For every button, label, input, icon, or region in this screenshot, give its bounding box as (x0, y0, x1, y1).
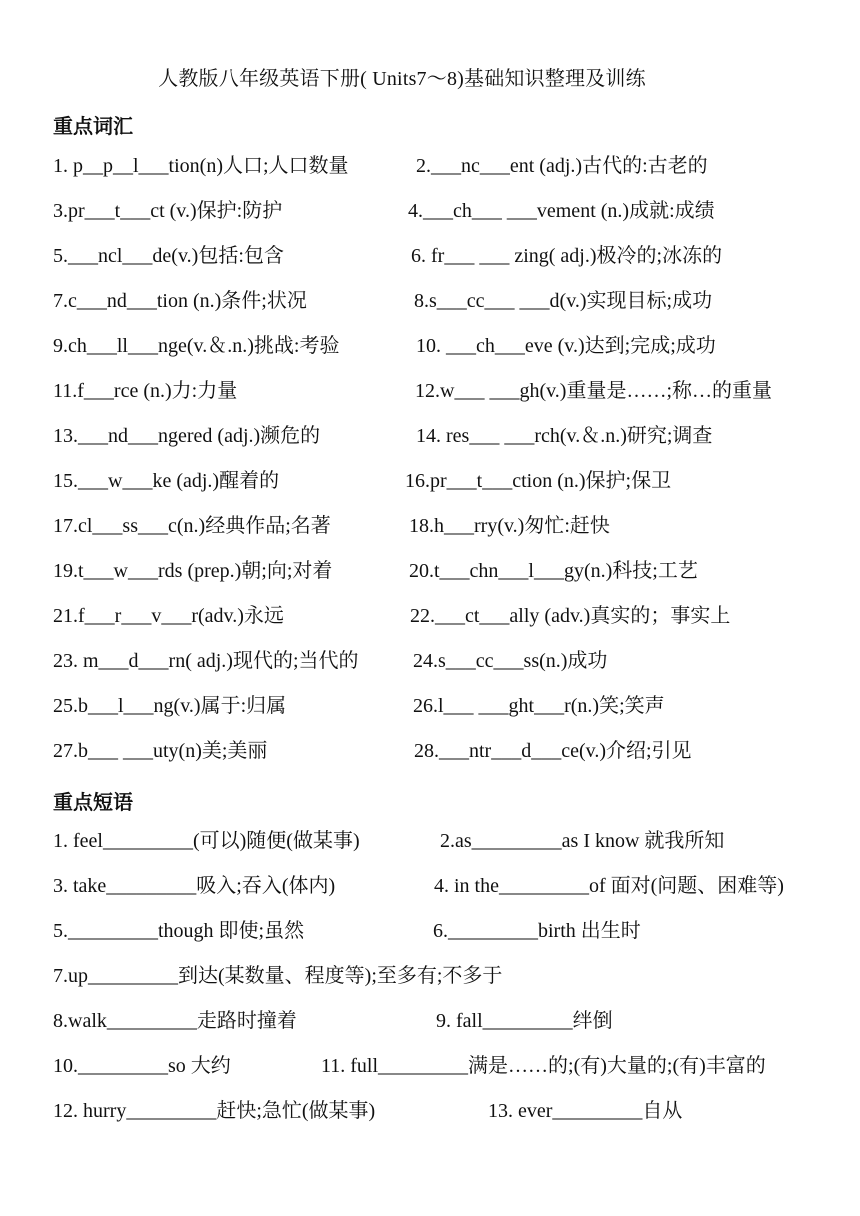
vocab-item-6: 6. fr___ ___ zing( adj.)极冷的;冰冻的 (411, 245, 723, 267)
vocab-item-8: 8.s___cc___ ___d(v.)实现目标;成功 (414, 290, 713, 312)
vocab-item-21: 21.f___r___v___r(adv.)永远 (53, 605, 284, 627)
vocab-item-5: 5.___ncl___de(v.)包括:包含 (53, 245, 284, 267)
vocab-item-10: 10. ___ch___eve (v.)达到;完成;成功 (416, 335, 716, 357)
vocab-item-20: 20.t___chn___l___gy(n.)科技;工艺 (409, 560, 698, 582)
vocab-item-19: 19.t___w___rds (prep.)朝;向;对着 (53, 560, 333, 582)
vocab-item-28: 28.___ntr___d___ce(v.)介绍;引见 (414, 740, 692, 762)
phrase-item-6: 6._________birth 出生时 (433, 920, 641, 942)
phrase-item-10: 10._________so 大约 (53, 1055, 231, 1077)
vocab-item-1: 1. p__p__l___tion(n)人口;人口数量 (53, 155, 349, 177)
phrase-item-9: 9. fall_________绊倒 (436, 1010, 613, 1032)
vocab-item-9: 9.ch___ll___nge(v.＆.n.)挑战:考验 (53, 335, 340, 357)
vocab-item-25: 25.b___l___ng(v.)属于:归属 (53, 695, 287, 717)
vocab-item-15: 15.___w___ke (adj.)醒着的 (53, 470, 280, 492)
phrase-item-12: 12. hurry_________赶快;急忙(做某事) (53, 1100, 376, 1122)
vocab-item-4: 4.___ch___ ___vement (n.)成就:成绩 (408, 200, 715, 222)
vocab-item-12: 12.w___ ___gh(v.)重量是……;称…的重量 (415, 380, 773, 402)
phrase-item-1: 1. feel_________(可以)随便(做某事) (53, 830, 360, 852)
vocab-item-24: 24.s___cc___ss(n.)成功 (413, 650, 608, 672)
phrase-item-11: 11. full_________满是……的;(有)大量的;(有)丰富的 (321, 1055, 766, 1077)
vocab-heading: 重点词汇 (53, 114, 133, 138)
vocab-item-17: 17.cl___ss___c(n.)经典作品;名著 (53, 515, 331, 537)
phrases-heading: 重点短语 (53, 790, 133, 814)
vocab-item-16: 16.pr___t___ction (n.)保护;保卫 (405, 470, 672, 492)
vocab-item-22: 22.___ct___ally (adv.)真实的；事实上 (410, 605, 731, 627)
vocab-item-11: 11.f___rce (n.)力:力量 (53, 380, 238, 402)
document-title (0, 62, 860, 91)
phrase-item-8: 8.walk_________走路时撞着 (53, 1010, 297, 1032)
vocab-item-13: 13.___nd___ngered (adj.)濒危的 (53, 425, 321, 447)
vocab-item-7: 7.c___nd___tion (n.)条件;状况 (53, 290, 307, 312)
phrase-item-3: 3. take_________吸入;吞入(体内) (53, 875, 336, 897)
vocab-item-2: 2.___nc___ent (adj.)古代的:古老的 (416, 155, 708, 177)
phrase-item-2: 2.as_________as I know 就我所知 (440, 830, 725, 852)
phrase-item-13: 13. ever_________自从 (488, 1100, 683, 1122)
vocab-item-23: 23. m___d___rn( adj.)现代的;当代的 (53, 650, 359, 672)
vocab-item-14: 14. res___ ___rch(v.＆.n.)研究;调查 (416, 425, 713, 447)
vocab-item-3: 3.pr___t___ct (v.)保护:防护 (53, 200, 283, 222)
vocab-item-27: 27.b___ ___uty(n)美;美丽 (53, 740, 268, 762)
vocab-item-26: 26.l___ ___ght___r(n.)笑;笑声 (413, 695, 665, 717)
document-title-text: 人教版八年级英语下册( Units7～8)基础知识整理及训练 (158, 68, 646, 90)
phrase-item-5: 5._________though 即使;虽然 (53, 920, 305, 942)
phrase-item-4: 4. in the_________of 面对(问题、困难等) (434, 875, 784, 897)
phrase-item-7: 7.up_________到达(某数量、程度等);至多有;不多于 (53, 965, 503, 987)
vocab-item-18: 18.h___rry(v.)匆忙:赶快 (409, 515, 610, 537)
